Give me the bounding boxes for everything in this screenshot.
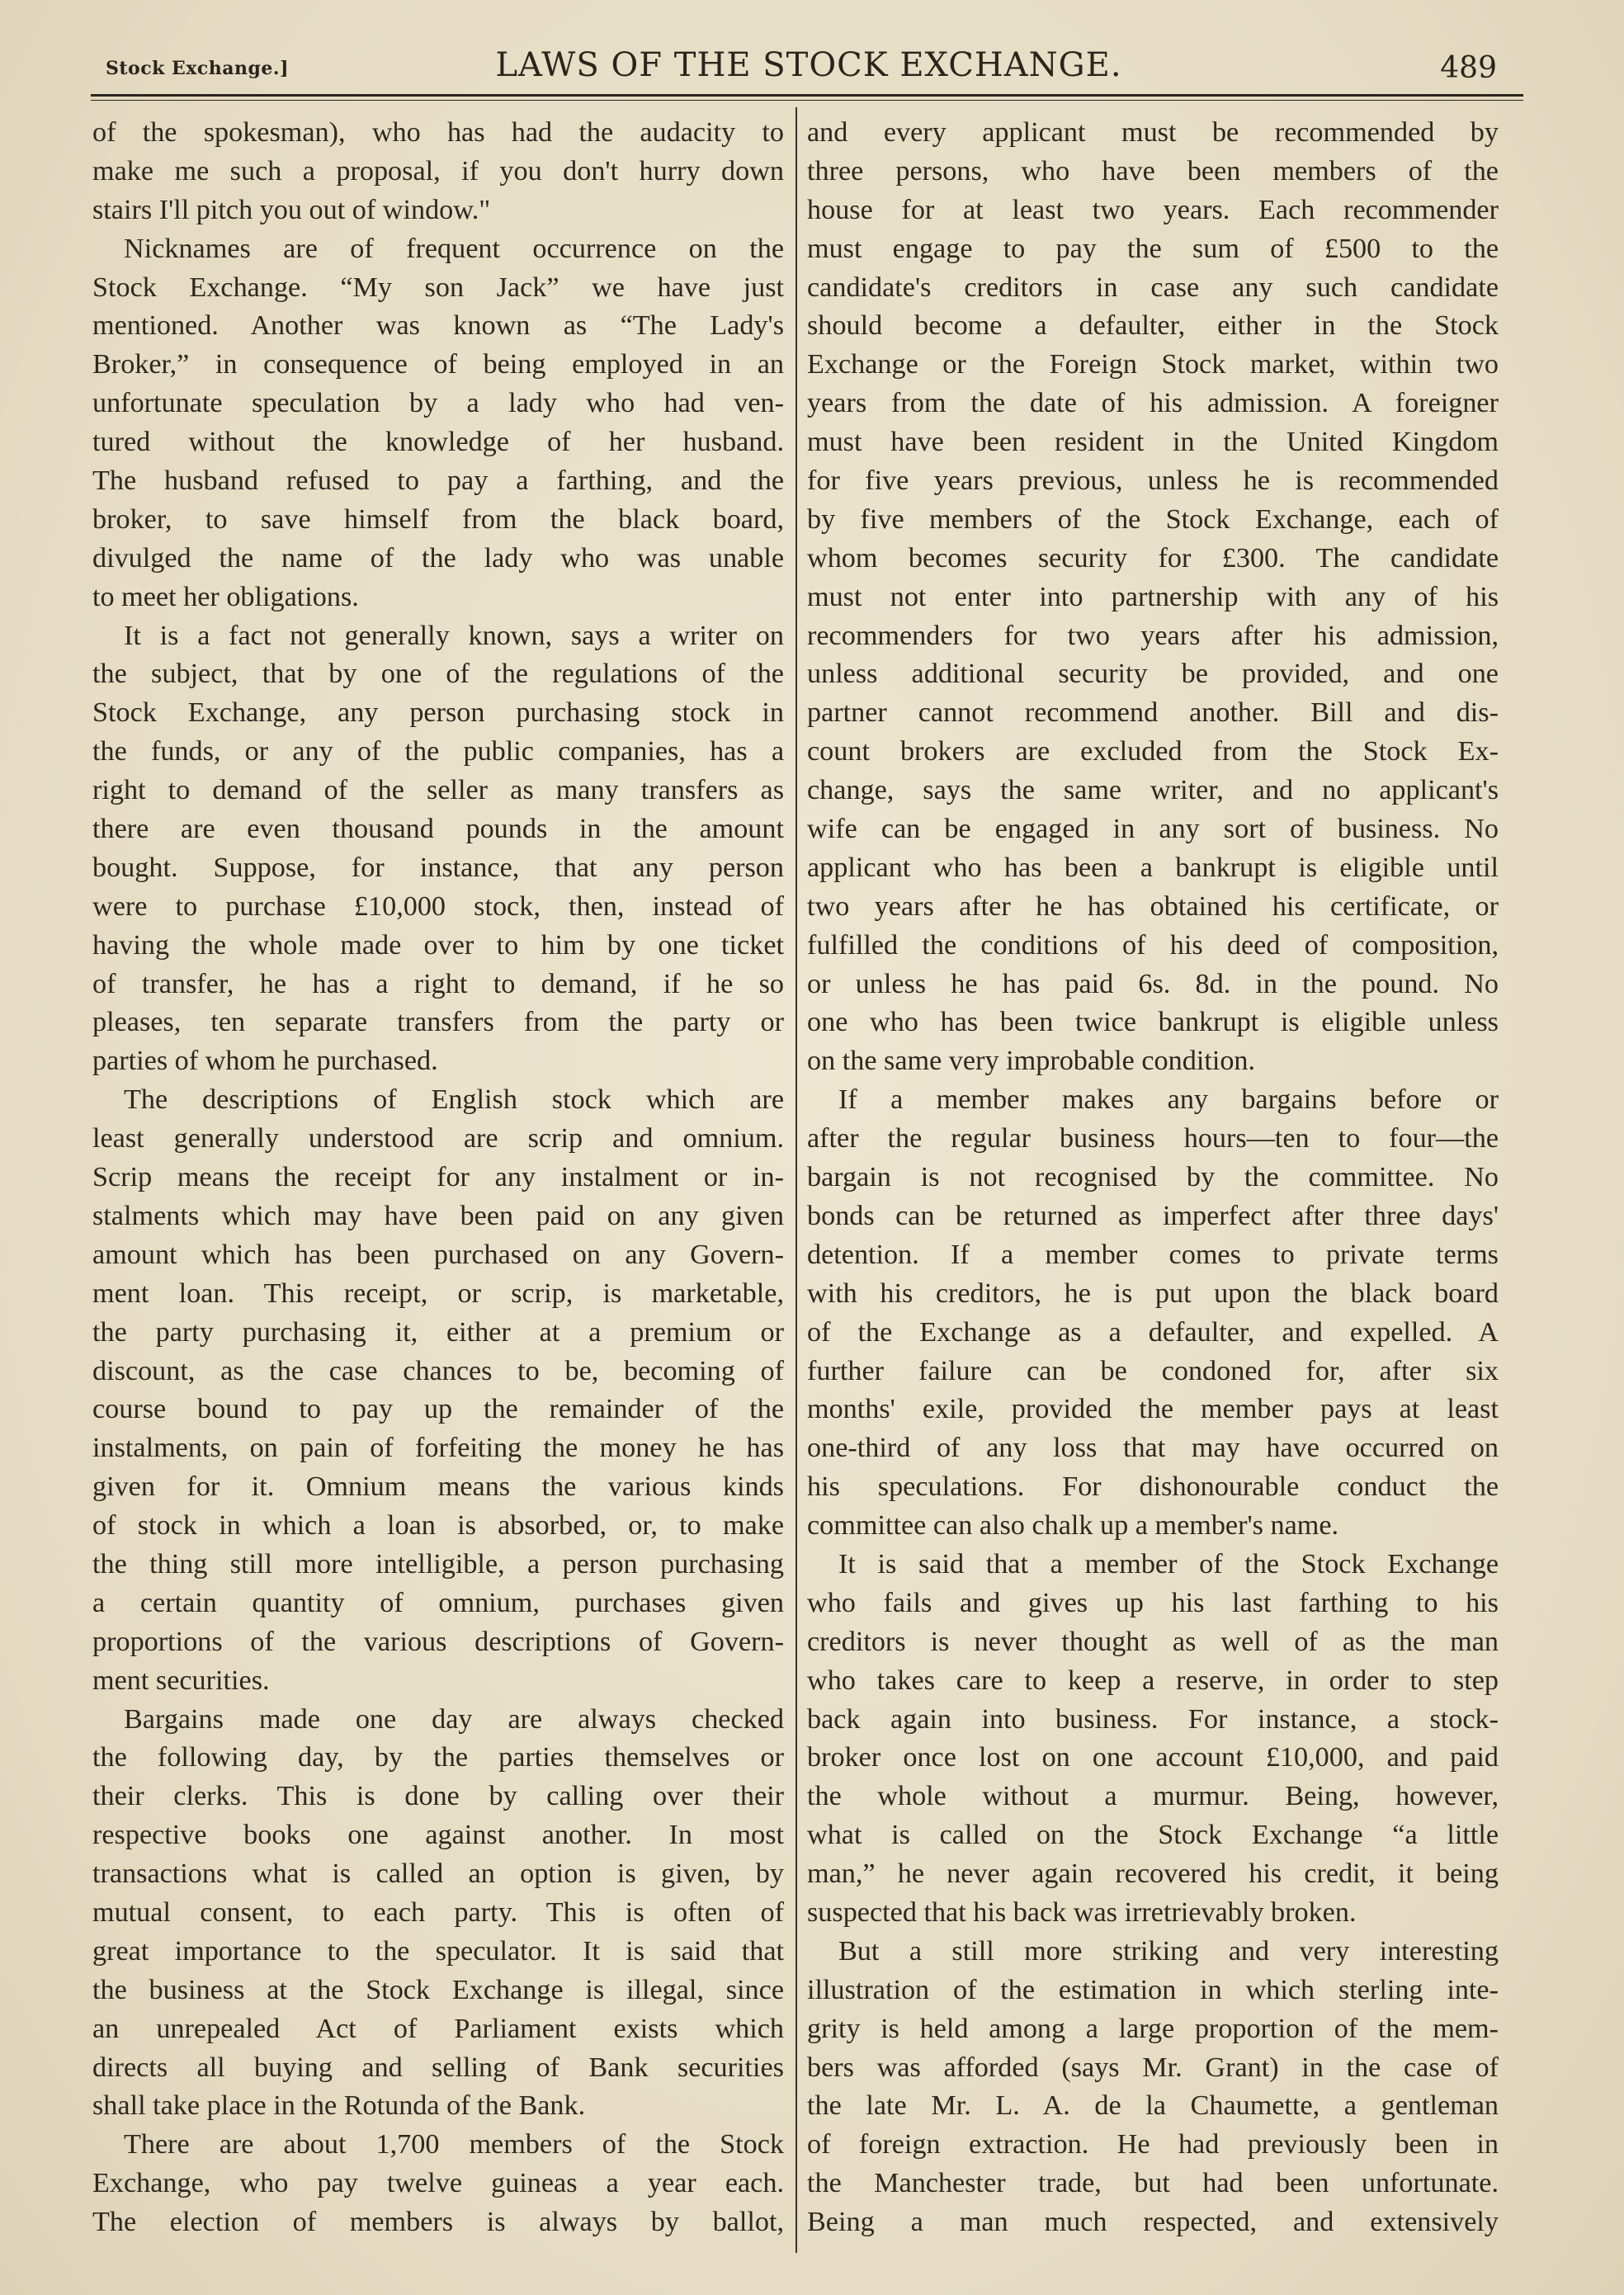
text-line: after the regular business hours—ten to four—the — [807, 1123, 1499, 1155]
text-line: Broker,” in consequence of being employed in an — [92, 349, 784, 380]
column-divider — [795, 107, 797, 2253]
text-line: Exchange or the Foreign Stock market, within two — [807, 349, 1499, 380]
text-line: their clerks. This is done by calling over their — [92, 1781, 784, 1812]
text-line: detention. If a member comes to private terms — [807, 1239, 1499, 1270]
text-line: divulged the name of the lady who was unable — [92, 542, 784, 574]
text-line: must engage to pay the sum of £500 to the — [807, 233, 1499, 264]
text-line: man,” he never again recovered his credit, it being — [807, 1858, 1499, 1890]
text-line: to meet her obligations. — [92, 581, 359, 612]
text-line: the whole without a murmur. Being, however, — [807, 1781, 1499, 1812]
text-line: great importance to the speculator. It is said that — [92, 1935, 784, 1967]
text-line: amount which has been purchased on any Govern- — [92, 1239, 784, 1270]
text-line: ment securities. — [92, 1665, 270, 1696]
text-line: recommenders for two years after his admission, — [807, 620, 1499, 651]
text-line: The descriptions of English stock which are — [124, 1084, 784, 1116]
text-line: the thing still more intelligible, a person purchasing — [92, 1548, 784, 1580]
text-line: months' exile, provided the member pays at least — [807, 1394, 1499, 1425]
text-line: the funds, or any of the public companies, has a — [92, 736, 784, 767]
text-line: by five members of the Stock Exchange, each of — [807, 503, 1499, 535]
text-line: discount, as the case chances to be, becoming of — [92, 1355, 784, 1386]
text-line: shall take place in the Rotunda of the Bank. — [92, 2090, 586, 2122]
text-line: what is called on the Stock Exchange “a little — [807, 1820, 1499, 1851]
text-line: whom becomes security for £300. The candidate — [807, 542, 1499, 574]
text-line: stairs I'll pitch you out of window." — [92, 194, 491, 225]
header-rule — [91, 94, 1523, 97]
text-line: stalments which may have been paid on any given — [92, 1200, 784, 1231]
text-line: with his creditors, he is put upon the black board — [807, 1277, 1499, 1309]
text-line: directs all buying and selling of Bank securities — [92, 2052, 784, 2083]
text-line: illustration of the estimation in which sterling inte- — [807, 1974, 1499, 2005]
text-line: committee can also chalk up a member's name. — [807, 1510, 1339, 1542]
text-line: having the whole made over to him by one ticket — [92, 929, 784, 961]
text-line: bonds can be returned as imperfect after three days' — [807, 1200, 1499, 1231]
text-line: bers was afforded (says Mr. Grant) in the case of — [807, 2052, 1499, 2083]
text-line: the late Mr. L. A. de la Chaumette, a gentleman — [807, 2090, 1499, 2122]
text-line: If a member makes any bargains before or — [838, 1084, 1499, 1116]
text-line: who fails and gives up his last farthing to his — [807, 1587, 1499, 1618]
text-line: instalments, on pain of forfeiting the money he has — [92, 1433, 784, 1464]
text-line: applicant who has been a bankrupt is eligible until — [807, 852, 1499, 883]
text-line: for five years previous, unless he is recommended — [807, 465, 1499, 497]
text-line: a certain quantity of omnium, purchases given — [92, 1587, 784, 1618]
text-line: Bargains made one day are always checked — [124, 1703, 784, 1735]
text-line: count brokers are excluded from the Stock Ex- — [807, 736, 1499, 767]
text-line: the following day, by the parties themselves or — [92, 1742, 784, 1773]
text-line: parties of whom he purchased. — [92, 1046, 438, 1077]
text-line: pleases, ten separate transfers from the party or — [92, 1007, 784, 1038]
page-number: 489 — [1440, 51, 1497, 85]
text-line: must have been resident in the United Kingdom — [807, 427, 1499, 458]
text-line: candidate's creditors in case any such candidate — [807, 272, 1499, 303]
text-line: Scrip means the receipt for any instalment or in- — [92, 1162, 784, 1193]
text-line: of stock in which a loan is absorbed, or, to make — [92, 1510, 784, 1542]
text-line: There are about 1,700 members of the Stock — [124, 2129, 784, 2160]
text-line: the subject, that by one of the regulations of the — [92, 659, 784, 690]
text-line: It is said that a member of the Stock Exchange — [838, 1548, 1499, 1580]
text-line: unfortunate speculation by a lady who had ven- — [92, 388, 784, 419]
text-line: bought. Suppose, for instance, that any person — [92, 852, 784, 883]
text-line: proportions of the various descriptions of Govern- — [92, 1626, 784, 1657]
text-line: suspected that his back was irretrievably broken. — [807, 1896, 1357, 1928]
text-line: creditors is never thought as well of as the man — [807, 1626, 1499, 1657]
text-line: given for it. Omnium means the various kinds — [92, 1471, 784, 1503]
text-line: least generally understood are scrip and omnium. — [92, 1123, 784, 1155]
text-line: were to purchase £10,000 stock, then, instead of — [92, 890, 784, 922]
text-line: of the Exchange as a defaulter, and expelled. A — [807, 1316, 1499, 1348]
text-line: two years after he has obtained his certificate, or — [807, 890, 1499, 922]
text-line: of foreign extraction. He had previously been in — [807, 2129, 1499, 2160]
text-line: years from the date of his admission. A foreigner — [807, 388, 1499, 419]
text-line: on the same very improbable condition. — [807, 1046, 1256, 1077]
text-line: unless additional security be provided, and one — [807, 659, 1499, 690]
text-line: broker, to save himself from the black board, — [92, 503, 784, 535]
text-line: fulfilled the conditions of his deed of composition, — [807, 929, 1499, 961]
text-line: the business at the Stock Exchange is illegal, since — [92, 1974, 784, 2005]
text-line: house for at least two years. Each recommender — [807, 194, 1499, 225]
text-line: tured without the knowledge of her husband. — [92, 427, 784, 458]
running-header — [91, 40, 1527, 97]
text-line: three persons, who have been members of the — [807, 155, 1499, 187]
text-line: and every applicant must be recommended by — [807, 117, 1499, 148]
text-line: further failure can be condoned for, after six — [807, 1355, 1499, 1386]
text-line: there are even thousand pounds in the amount — [92, 814, 784, 845]
text-line: Being a man much respected, and extensively — [807, 2207, 1499, 2238]
text-line: should become a defaulter, either in the Stock — [807, 310, 1499, 342]
text-line: one who has been twice bankrupt is eligible unless — [807, 1007, 1499, 1038]
section-label: Stock Exchange.] — [106, 58, 289, 79]
text-line: wife can be engaged in any sort of business. No — [807, 814, 1499, 845]
text-line: Nicknames are of frequent occurrence on the — [124, 233, 784, 264]
text-line: Stock Exchange, any person purchasing stock in — [92, 697, 784, 729]
text-line: The election of members is always by ballot, — [92, 2207, 784, 2238]
text-line: who takes care to keep a reserve, in order to step — [807, 1665, 1499, 1696]
text-line: course bound to pay up the remainder of the — [92, 1394, 784, 1425]
text-line: ment loan. This receipt, or scrip, is marketable, — [92, 1277, 784, 1309]
text-line: respective books one against another. In most — [92, 1820, 784, 1851]
text-line: of transfer, he has a right to demand, if he so — [92, 968, 784, 999]
text-line: grity is held among a large proportion of the mem- — [807, 2013, 1499, 2044]
text-line: the party purchasing it, either at a premium or — [92, 1316, 784, 1348]
text-line: make me such a proposal, if you don't hurry down — [92, 155, 784, 187]
text-line: the Manchester trade, but had been unfortunate. — [807, 2168, 1499, 2199]
text-line: change, says the same writer, and no applicant's — [807, 775, 1499, 806]
text-line: transactions what is called an option is given, by — [92, 1858, 784, 1890]
text-line: an unrepealed Act of Parliament exists which — [92, 2013, 784, 2044]
text-line: broker once lost on one account £10,000, and paid — [807, 1742, 1499, 1773]
text-line: Exchange, who pay twelve guineas a year each. — [92, 2168, 784, 2199]
text-line: his speculations. For dishonourable conduct the — [807, 1471, 1499, 1503]
text-line: one-third of any loss that may have occurred on — [807, 1433, 1499, 1464]
text-line: Stock Exchange. “My son Jack” we have just — [92, 272, 784, 303]
header-rule-thin — [91, 100, 1523, 101]
text-line: The husband refused to pay a farthing, and the — [92, 465, 784, 497]
text-line: partner cannot recommend another. Bill and dis- — [807, 697, 1499, 729]
text-line: It is a fact not generally known, says a writer on — [124, 620, 784, 651]
text-line: back again into business. For instance, a stock- — [807, 1703, 1499, 1735]
text-line: must not enter into partnership with any of his — [807, 581, 1499, 612]
text-line: right to demand of the seller as many transfers as — [92, 775, 784, 806]
text-line: of the spokesman), who has had the audacity to — [92, 117, 784, 148]
text-line: mentioned. Another was known as “The Lady's — [92, 310, 784, 342]
text-line: bargain is not recognised by the committee. No — [807, 1162, 1499, 1193]
left-column — [92, 114, 784, 2242]
text-line: mutual consent, to each party. This is often of — [92, 1896, 784, 1928]
page-title: LAWS OF THE STOCK EXCHANGE. — [495, 46, 1122, 84]
right-column — [807, 114, 1499, 2242]
text-line: or unless he has paid 6s. 8d. in the pound. No — [807, 968, 1499, 999]
text-line: But a still more striking and very interesting — [838, 1935, 1499, 1967]
